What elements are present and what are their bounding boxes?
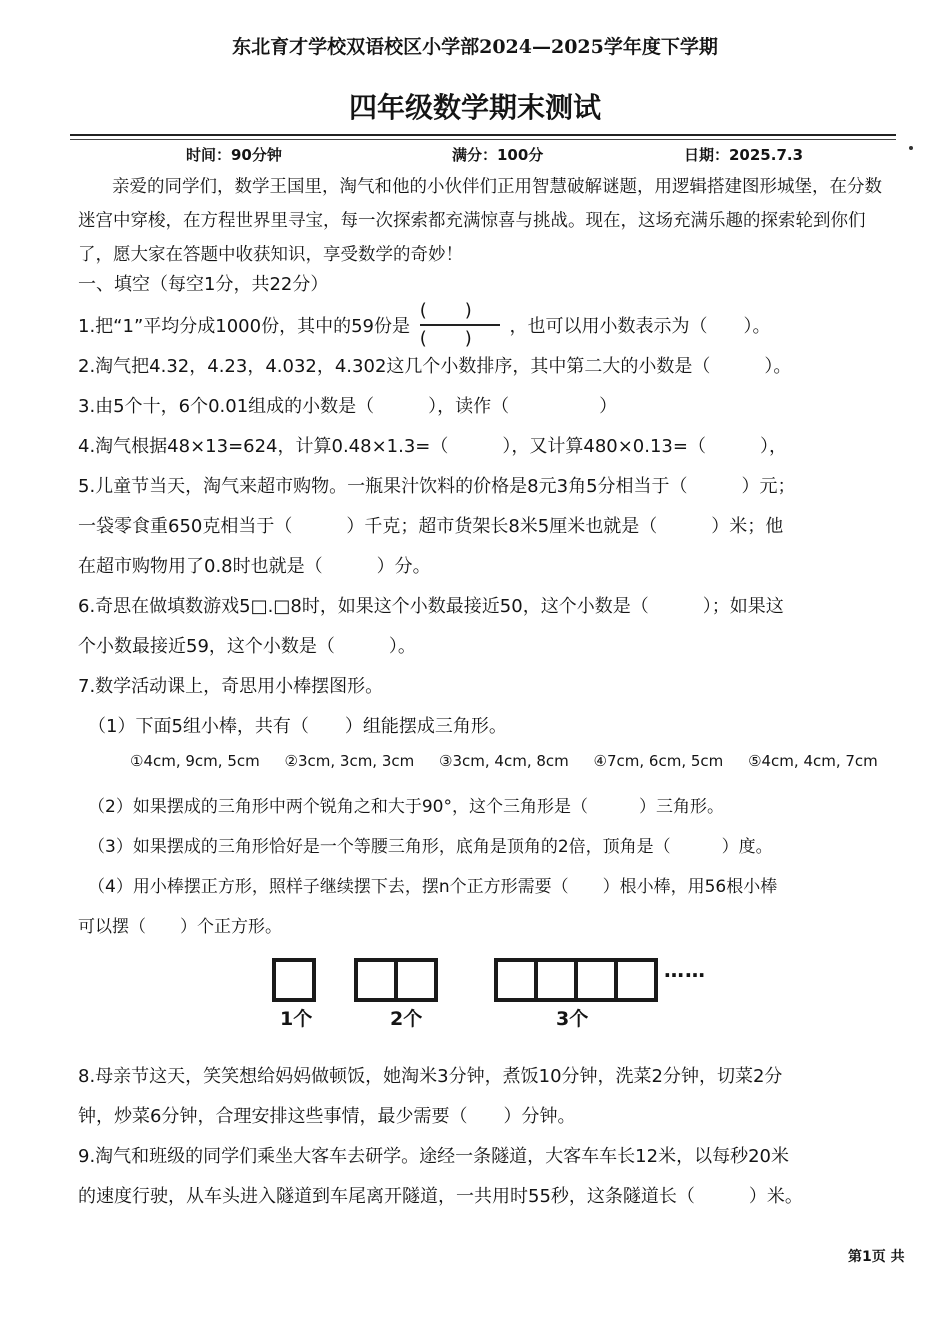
page-footer: 第1页 共 [848,1249,905,1265]
option-5: ⑤4cm, 4cm, 7cm [748,752,878,770]
question-5-line-1: 5.儿童节当天，淘气来超市购物。一瓶果汁饮料的价格是8元3角5分相当于（ ）元； [78,476,796,497]
exam-score: 满分：100分 [452,146,544,164]
square-group-2 [354,958,438,1002]
stick-square [574,958,618,1002]
question-7-part-4b: 可以摆（ ）个正方形。 [78,917,282,937]
exam-time: 时间：90分钟 [186,146,282,164]
question-9-line-1: 9.淘气和班级的同学们乘坐大客车去研学。途经一条隧道，大客车车长12米，以每秒20米 [78,1146,789,1167]
question-7-part-2: （2）如果摆成的三角形中两个锐角之和大于90°，这个三角形是（ ）三角形。 [88,797,724,817]
option-4: ④7cm, 6cm, 5cm [593,752,724,770]
scan-speck [909,146,913,150]
q1-before: 1.把“1”平均分成1000份，其中的59份是 [78,316,410,337]
option-2: ②3cm, 3cm, 3cm [284,752,415,770]
stick-square [494,958,538,1002]
question-5-line-2: 一袋零食重650克相当于（ ）千克；超市货架长8米5厘米也就是（ ）米；他 [78,516,784,537]
header-rule-thin [70,139,896,140]
exam-title: 东北育才学校双语校区小学部2024—2025学年度下学期 [232,36,718,58]
fraction-bar [420,324,500,326]
q1-denominator-blank[interactable]: () [419,328,510,349]
question-3: 3.由5个十，6个0.01组成的小数是（ ），读作（ ） [78,396,618,417]
option-1: ①4cm, 9cm, 5cm [130,752,260,770]
intro-paragraph: 亲爱的同学们，数学王国里，淘气和他的小伙伴们正用智慧破解谜题，用逻辑搭建图形城堡，在分数迷宫中穿梭，在方程世界里寻宝，每一次探索都充满惊喜与挑战。现在，这场充满乐趣的探索轮到你们了，愿大家在答题中收获知识，享受数学的奇妙！ [78,177,882,265]
q1-numerator-blank[interactable]: () [419,300,510,321]
question-6-line-2: 个小数最接近59，这个小数是（ ）。 [78,636,416,657]
q1-fraction-blank[interactable] [419,300,510,350]
question-7-part-1: （1）下面5组小棒，共有（ ）组能摆成三角形。 [88,716,507,737]
figure-label-1: 1个 [280,1008,313,1030]
question-8-line-1: 8.母亲节这天，笑笑想给妈妈做顿饭，她淘米3分钟，煮饭10分钟，洗菜2分钟，切菜2分 [78,1066,783,1087]
figure-label-3: 3个 [556,1008,589,1030]
exam-subtitle: 四年级数学期末测试 [348,91,601,124]
question-5-line-3: 在超市购物用了0.8时也就是（ ）分。 [78,556,431,577]
question-8-line-2: 钟，炒菜6分钟，合理安排这些事情，最少需要（ ）分钟。 [78,1106,576,1127]
stick-square [614,958,658,1002]
square-group-3 [494,958,658,1002]
stick-square [394,958,438,1002]
figure-ellipsis: …… [664,958,706,982]
question-7-part-4a: （4）用小棒摆正方形，照样子继续摆下去，摆n个正方形需要（ ）根小棒，用56根小棒 [88,877,778,897]
question-1 [78,302,770,352]
section-heading: 一、填空（每空1分，共22分） [78,274,329,295]
question-4: 4.淘气根据48×13=624，计算0.48×1.3=（ ），又计算480×0.13=（ ）， [78,436,787,457]
question-7-stem: 7.数学活动课上，奇思用小棒摆图形。 [78,676,384,697]
figure-label-2: 2个 [390,1008,423,1030]
stick-options [130,752,898,770]
question-9-line-2: 的速度行驶，从车头进入隧道到车尾离开隧道，一共用时55秒，这条隧道长（ ）米。 [78,1186,803,1207]
question-6-line-1: 6.奇思在做填数游戏5□.□8时，如果这个小数最接近50，这个小数是（ ）；如果这 [78,596,784,617]
question-2: 2.淘气把4.32，4.23，4.032，4.302这几个小数排序，其中第二大的小数是（ ）。 [78,356,792,377]
square-group-1 [272,958,316,1002]
q1-after: ，也可以用小数表示为（ ）。 [509,316,771,337]
question-7-part-3: （3）如果摆成的三角形恰好是一个等腰三角形，底角是顶角的2倍，顶角是（ ）度。 [88,837,773,857]
header-rule [70,134,896,136]
stick-square [272,958,316,1002]
option-3: ③3cm, 4cm, 8cm [439,752,569,770]
stick-square [534,958,578,1002]
stick-square [354,958,398,1002]
exam-date: 日期：2025.7.3 [684,146,804,164]
